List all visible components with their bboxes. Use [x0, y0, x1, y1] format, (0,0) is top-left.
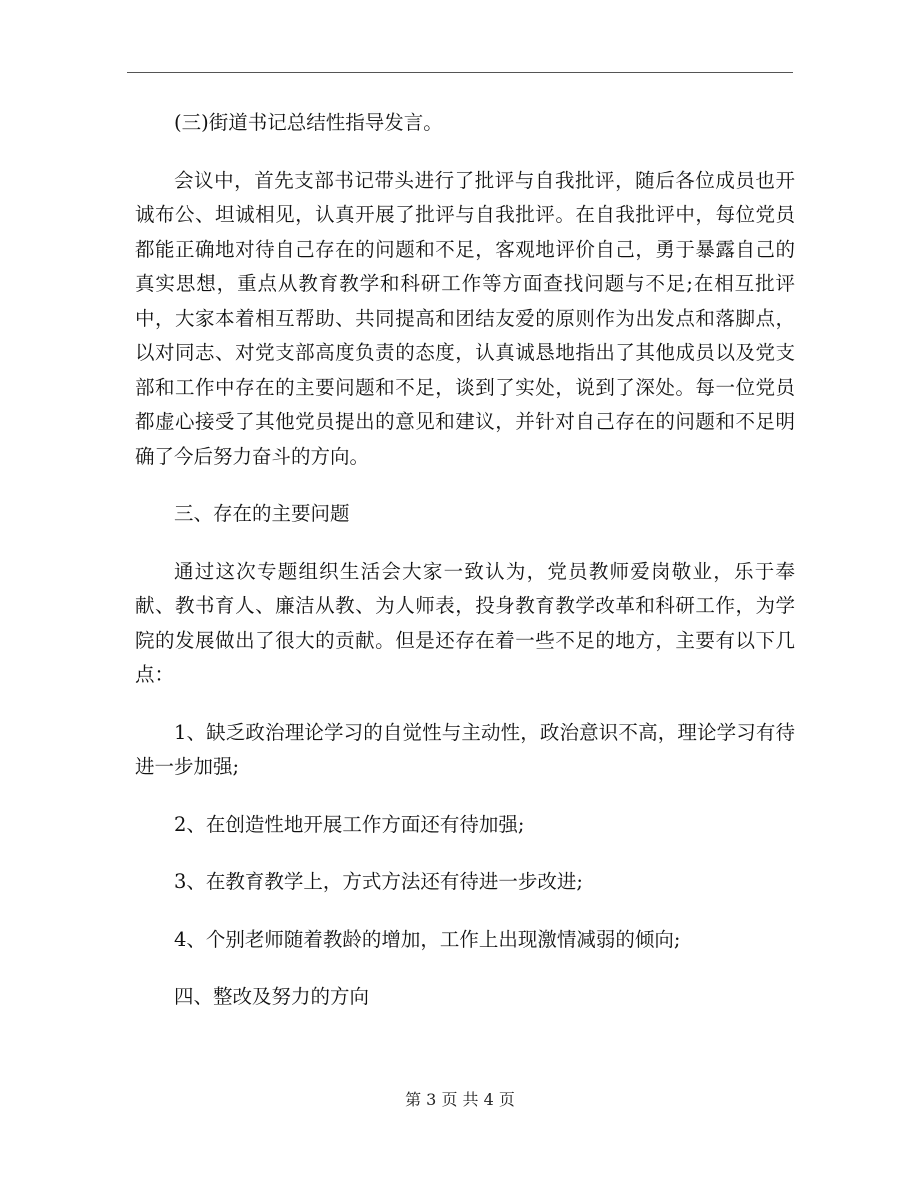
problem-item-4: 4、个别老师随着教龄的增加，工作上出现激情减弱的倾向;	[174, 927, 681, 951]
problem-item-3: 3、在教育教学上，方式方法还有待进一步改进;	[174, 870, 583, 893]
problem-item-1: 1、缺乏政治理论学习的自觉性与主动性，政治意识不高，理论学习有待进一步加强;	[135, 720, 795, 778]
problem-item-2: 2、在创造性地开展工作方面还有待加强;	[174, 812, 525, 836]
meeting-summary-paragraph: 会议中，首先支部书记带头进行了批评与自我批评，随后各位成员也开诚布公、坦诚相见，认真开展了批评与自我批评。在自我批评中，每位党员都能正确地对待自己存在的问题和不足，客观地评价自己，勇于暴露自己的真实思想，重点从教育教学和科研工作等方面查找问题与不足;在相互批评中，大家本着相互帮助、共同提高和团结友爱的原则作为出发点和落脚点，以对同志、对党支部高度负责的态度，认真诚恳地指出了其他成员以及党支部和工作中存在的主要问题和不足，谈到了实处，说到了深处。每一位党员都虚心接受了其他党员提出的意见和建议，并针对自己存在的问题和不足明确了今后努力奋斗的方向。	[135, 168, 795, 468]
header-divider	[127, 72, 793, 73]
page-number-footer: 第 3 页 共 4 页	[405, 1090, 515, 1109]
section-heading-problems: 三、存在的主要问题	[174, 502, 350, 525]
document-body	[135, 106, 795, 1038]
section-heading-rectification: 四、整改及努力的方向	[174, 985, 370, 1008]
subsection-item-3: (三)街道书记总结性指导发言。	[174, 111, 443, 134]
problems-intro-paragraph: 通过这次专题组织生活会大家一致认为，党员教师爱岗敬业，乐于奉献、教书育人、廉洁从教、为人师表，投身教育教学改革和科研工作，为学院的发展做出了很大的贡献。但是还存在着一些不足的地方，主要有以下几点：	[135, 559, 795, 686]
